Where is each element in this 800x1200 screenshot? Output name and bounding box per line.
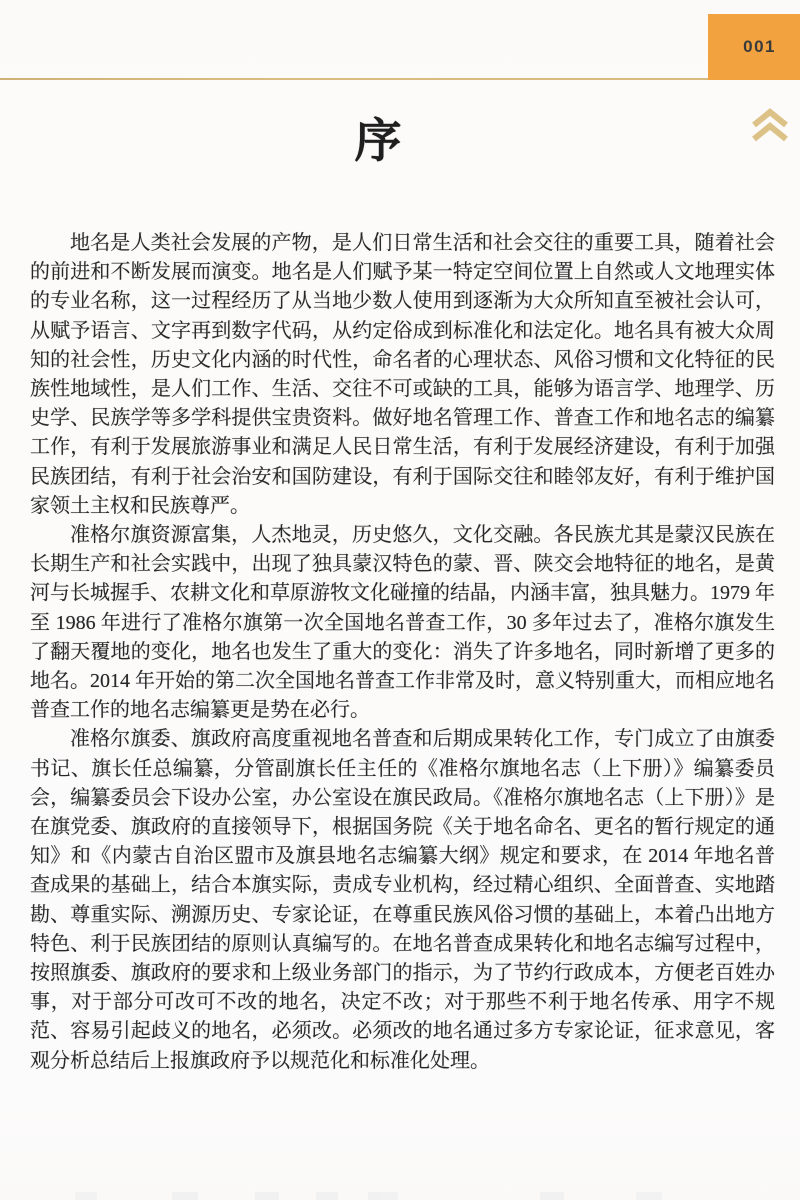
paragraph-2: 准格尔旗资源富集，人杰地灵，历史悠久，文化交融。各民族尤其是蒙汉民族在长期生产和社会实践中，出现了独具蒙汉特色的蒙、晋、陕交会地特征的地名，是黄河与长城握手、农耕文化和草原游牧文化碰撞的结晶，内涵丰富，独具魅力。1979 年至 1986 年进行了准格尔旗第一次全国地名普查工作，30 多年过去了，准格尔旗发生了翻天覆地的变化，地名也发生了重大的变化：消失了许多地名，同时新增了更多的地名。2014 年开始的第二次全国地名普查工作非常及时，意义特别重大，而相应地名普查工作的地名志编纂更是势在必行。 (30, 524, 775, 722)
paragraph-1: 地名是人类社会发展的产物，是人们日常生活和社会交往的重要工具，随着社会的前进和不断发展而演变。地名是人们赋予某一特定空间位置上自然或人文地理实体的专业名称，这一过程经历了从当地少数人使用到逐渐为大众所知直至被社会认可，从赋予语言、文字再到数字代码，从约定俗成到标准化和法定化。地名具有被大众周知的社会性，历史文化内涵的时代性，命名者的心理状态、风俗习惯和文化特征的民族性地域性，是人们工作、生活、交往不可或缺的工具，能够为语言学、地理学、历史学、民族学等多学科提供宝贵资料。做好地名管理工作、普查工作和地名志的编纂工作，有利于发展旅游事业和满足人民日常生活，有利于发展经济建设，有利于加强民族团结，有利于社会治安和国防建设，有利于国际交往和睦邻友好，有利于维护国家领土主权和民族尊严。 (30, 232, 775, 517)
paragraph-3: 准格尔旗委、旗政府高度重视地名普查和后期成果转化工作，专门成立了由旗委书记、旗长任总编纂，分管副旗长任主任的《准格尔旗地名志（上下册）》编纂委员会，编纂委员会下设办公室，办公室设在旗民政局。《准格尔旗地名志（上下册）》是在旗党委、旗政府的直接领导下，根据国务院《关于地名命名、更名的暂行规定的通知》和《内蒙古自治区盟市及旗县地名志编纂大纲》规定和要求，在 2014 年地名普查成果的基础上，结合本旗实际，责成专业机构，经过精心组织、全面普查、实地踏勘、尊重实际、溯源历史、专家论证，在尊重民族风俗习惯的基础上，本着凸出地方特色、利于民族团结的原则认真编写的。在地名普查成果转化和地名志编写过程中，按照旗委、旗政府的要求和上级业务部门的指示，为了节约行政成本，方便老百姓办事，对于部分可改可不改的地名，决定不改；对于那些不利于地名传承、用字不规范、容易引起歧义的地名，必须改。必须改的地名通过多方专家论证，征求意见，客观分析总结后上报旗政府予以规范化和标准化处理。 (30, 728, 775, 1072)
page-title: 序 (354, 116, 402, 168)
page-number-tab (708, 14, 800, 80)
header-rule (0, 78, 712, 80)
scan-artifact-row (0, 1192, 800, 1200)
preface-body (30, 229, 775, 1076)
page-number: 001 (743, 37, 776, 56)
